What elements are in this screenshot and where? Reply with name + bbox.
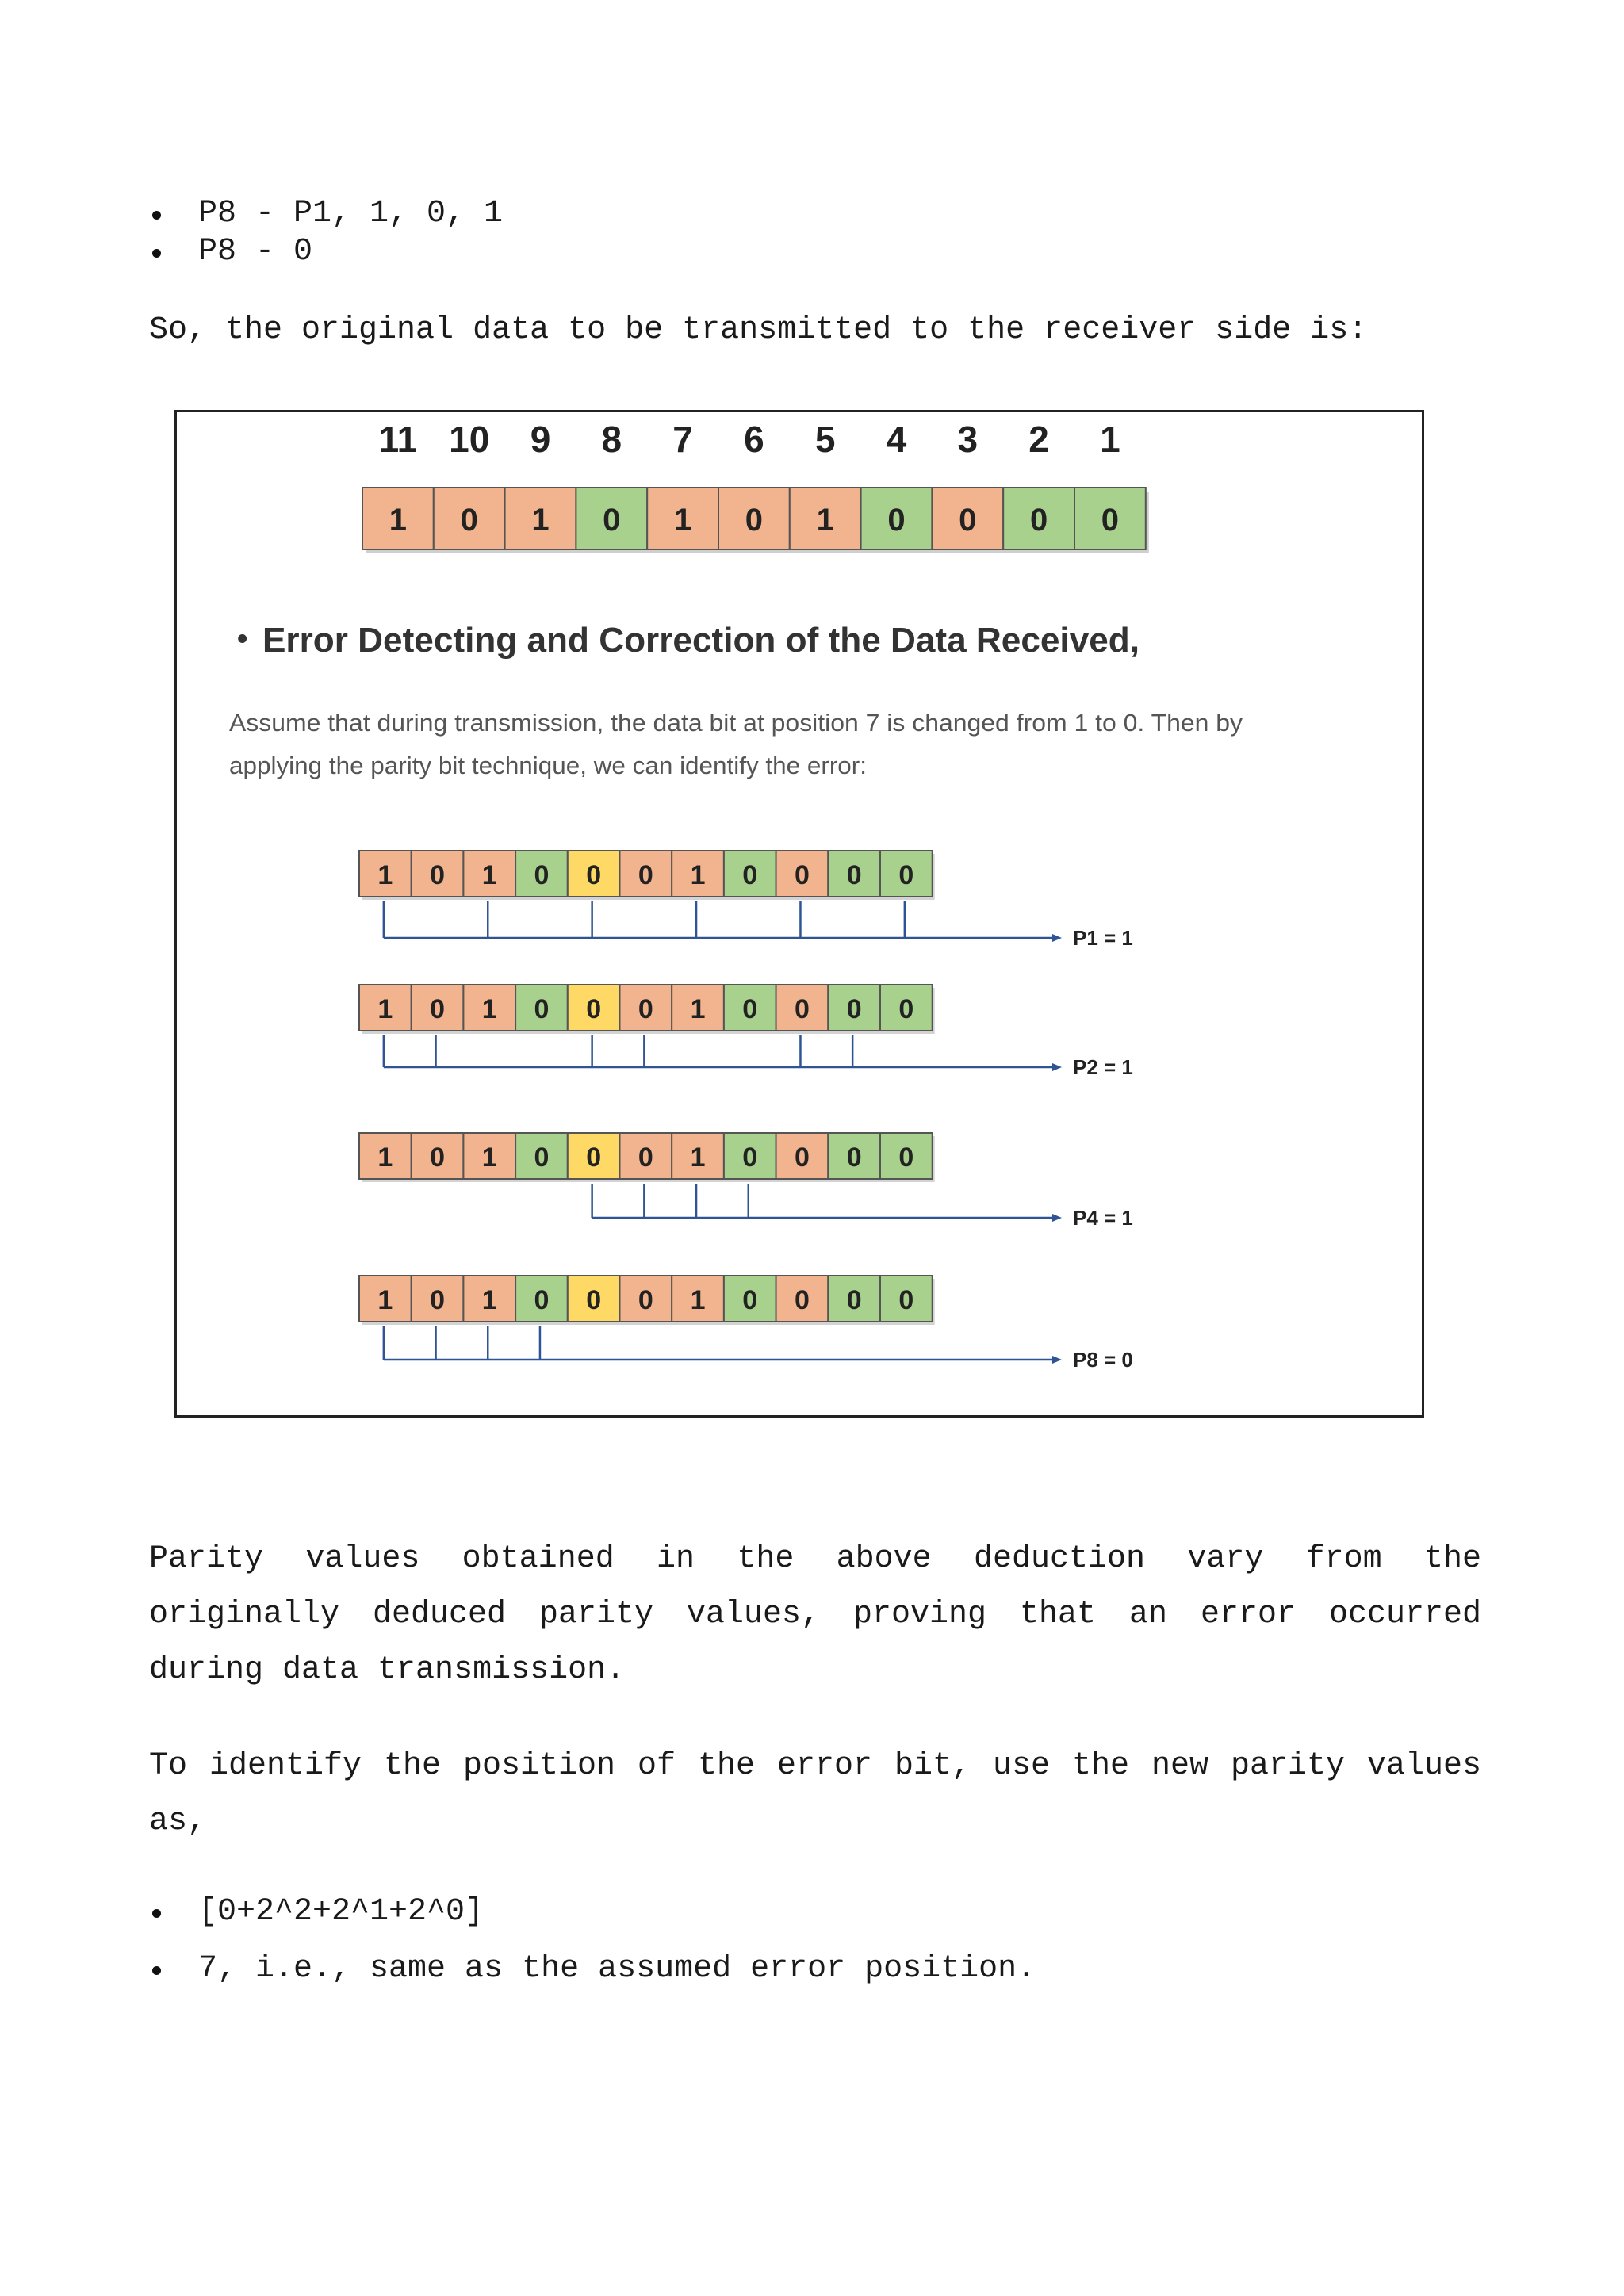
bit-value-label: 1 (481, 860, 497, 890)
bit-value-label: 0 (742, 994, 758, 1024)
bit-value-label: 0 (1101, 503, 1120, 538)
position-number-label: 1 (1100, 419, 1120, 460)
bit-value-label: 0 (794, 860, 810, 890)
parity-bullet-list (198, 195, 503, 271)
bit-value-label: 0 (846, 994, 862, 1024)
bit-value-label: 0 (603, 503, 621, 538)
bit-value-label: 0 (742, 1142, 758, 1173)
position-number-label: 10 (449, 419, 490, 460)
bit-value-label: 1 (673, 503, 692, 538)
bit-value-label: 0 (638, 1142, 653, 1173)
bit-value-label: 1 (481, 1142, 497, 1173)
bit-value-label: 0 (460, 503, 478, 538)
bit-value-label: 0 (846, 1285, 862, 1315)
intro-paragraph: So, the original data to be transmitted to the receiver side is: (149, 312, 1368, 348)
bit-value-label: 0 (846, 860, 862, 890)
bit-value-label: 0 (742, 1285, 758, 1315)
bit-value-label: 0 (638, 860, 653, 890)
bit-value-label: 0 (638, 994, 653, 1024)
bit-value-label: 0 (898, 994, 914, 1024)
bit-value-label: 1 (481, 1285, 497, 1315)
bit-value-label: 0 (898, 1285, 914, 1315)
bit-value-label: 0 (586, 1142, 602, 1173)
position-number-label: 11 (378, 419, 418, 460)
bit-value-label: 0 (794, 1142, 810, 1173)
bit-value-label: 0 (794, 1285, 810, 1315)
bit-value-label: 1 (377, 860, 393, 890)
identify-paragraph: To identify the position of the error bit, use the new parity values as, (149, 1748, 1481, 1839)
bit-value-label: 1 (816, 503, 834, 538)
bit-value-label: 1 (389, 503, 408, 538)
bit-value-label: 0 (638, 1285, 653, 1315)
figure-description-line: Assume that during transmission, the data bit at position 7 is changed from 1 to 0. Then by (229, 709, 1243, 737)
figure-heading: Error Detecting and Correction of the Data Received, (262, 621, 1139, 660)
bit-value-label: 0 (430, 994, 446, 1024)
bit-value-label: 0 (887, 503, 906, 538)
position-number-label: 2 (1028, 419, 1049, 460)
bit-value-label: 0 (430, 860, 446, 890)
arrow-head (1052, 934, 1062, 942)
bit-value-label: 1 (690, 1142, 706, 1173)
heading-bullet: • (237, 622, 248, 656)
parity-result-label: P8 = 0 (1073, 1348, 1133, 1372)
bit-value-label: 1 (690, 994, 706, 1024)
bullet-item: [0+2^2+2^1+2^0] (198, 1893, 1036, 1950)
parity-result-label: P1 = 1 (1073, 926, 1133, 950)
parity-result-label: P4 = 1 (1073, 1206, 1133, 1230)
bit-value-label: 0 (534, 1285, 550, 1315)
bit-value-label: 1 (377, 1285, 393, 1315)
figure-canvas (177, 412, 1422, 1415)
bit-value-label: 0 (742, 860, 758, 890)
bit-value-label: 1 (690, 860, 706, 890)
position-number-label: 5 (814, 419, 836, 460)
result-bullet-list (198, 1893, 1036, 2007)
bit-value-label: 1 (481, 994, 497, 1024)
bit-value-label: 0 (898, 860, 914, 890)
bullet-item: 7, i.e., same as the assumed error position. (198, 1950, 1036, 2007)
parity-result-label: P2 = 1 (1073, 1055, 1133, 1079)
bit-value-label: 0 (534, 1142, 550, 1173)
position-number-label: 9 (530, 419, 551, 460)
bullet-item: P8 - P1, 1, 0, 1 (198, 196, 504, 232)
bit-value-label: 0 (959, 503, 977, 538)
arrow-head (1052, 1356, 1062, 1364)
figure-description-line: applying the parity bit technique, we can identify the error: (229, 752, 867, 779)
bit-value-label: 0 (534, 860, 550, 890)
bit-value-label: 0 (430, 1142, 446, 1173)
bit-value-label: 0 (794, 994, 810, 1024)
bit-value-label: 1 (377, 994, 393, 1024)
bit-value-label: 1 (531, 503, 550, 538)
hamming-code-figure (174, 410, 1424, 1418)
bit-value-label: 0 (586, 860, 602, 890)
arrow-head (1052, 1214, 1062, 1222)
position-number-label: 7 (672, 419, 693, 460)
bit-value-label: 0 (586, 994, 602, 1024)
position-number-label: 6 (744, 419, 764, 460)
position-number-label: 3 (957, 419, 979, 460)
bit-value-label: 0 (586, 1285, 602, 1315)
position-number-label: 8 (601, 419, 622, 460)
bit-value-label: 1 (690, 1285, 706, 1315)
position-number-label: 4 (886, 419, 907, 460)
bit-value-label: 0 (745, 503, 764, 538)
bullet-item: P8 - 0 (198, 233, 503, 271)
bit-value-label: 0 (1029, 503, 1048, 538)
bit-value-label: 1 (377, 1142, 393, 1173)
conclusion-paragraph: Parity values obtained in the above deduction vary from the originally deduced parity values, proving that an error occurred during data transmission. (149, 1541, 1481, 1688)
arrow-head (1052, 1063, 1062, 1071)
bit-value-label: 0 (534, 994, 550, 1024)
bit-value-label: 0 (846, 1142, 862, 1173)
bit-value-label: 0 (898, 1142, 914, 1173)
bit-value-label: 0 (430, 1285, 446, 1315)
